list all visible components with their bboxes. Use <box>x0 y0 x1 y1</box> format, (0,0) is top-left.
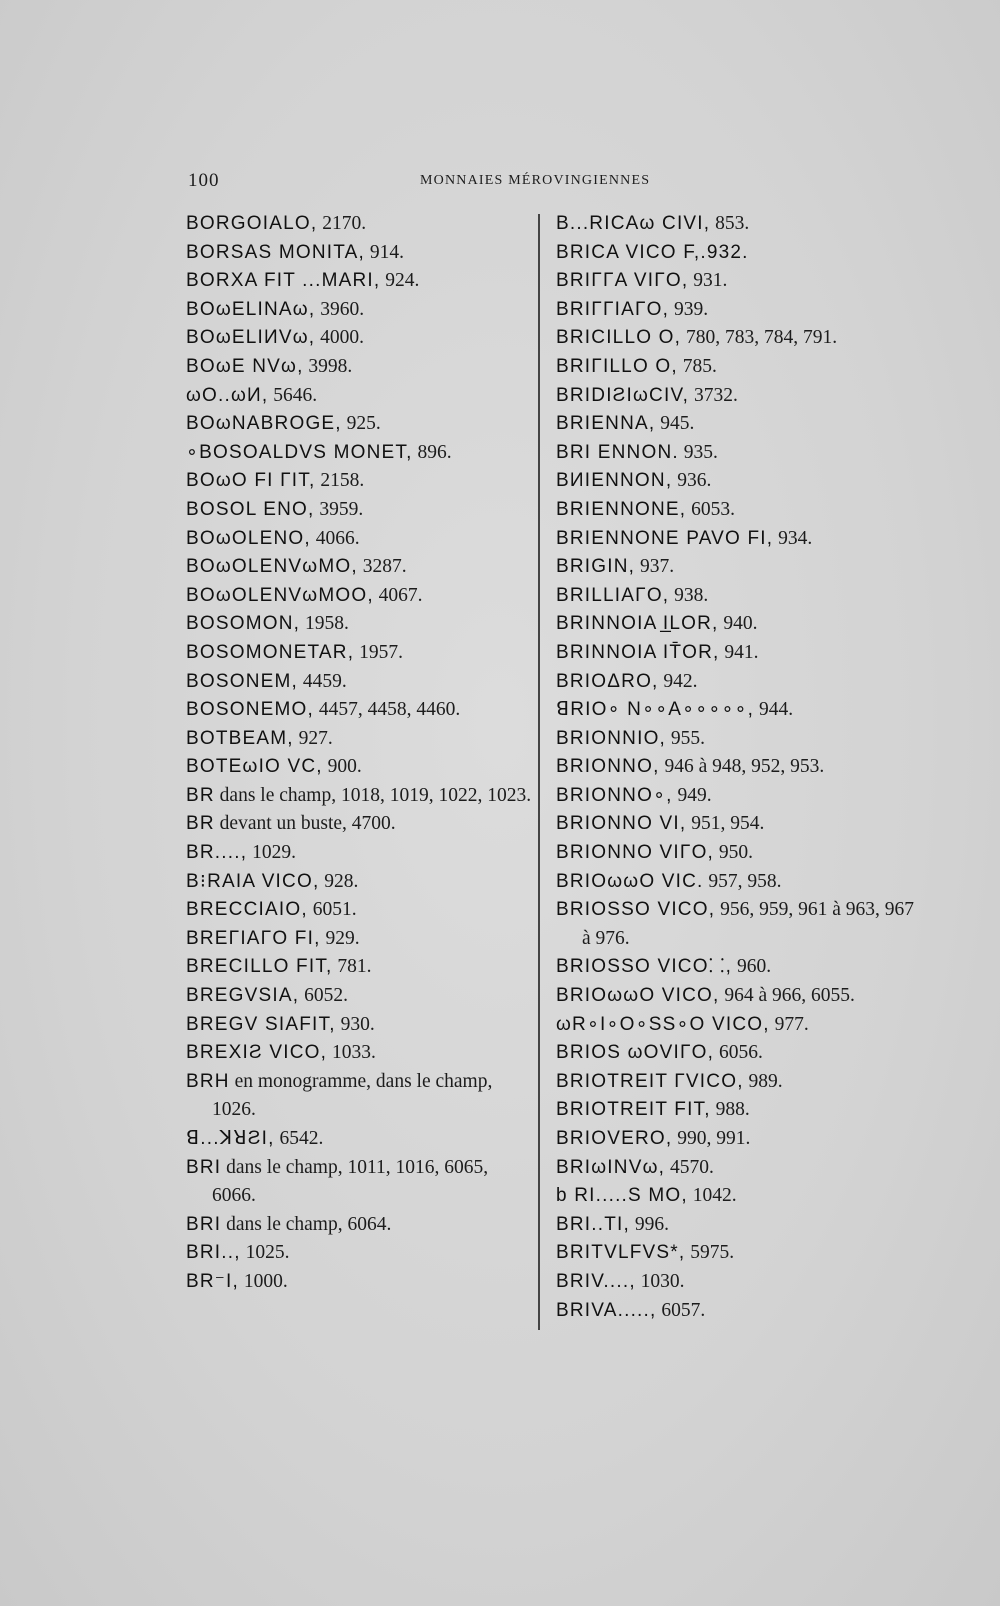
index-entry <box>556 1039 926 1068</box>
entry-inscription: BRIDIƧIωCIV, <box>556 384 690 406</box>
index-entry <box>186 982 532 1011</box>
entry-references: 1957. <box>354 641 403 663</box>
entry-inscription: BOSOMON, <box>186 613 301 635</box>
entry-references: 940. <box>718 613 758 635</box>
entry-references: 781. <box>332 956 372 978</box>
entry-inscription: BRIONNIO, <box>556 727 667 749</box>
entry-references: 6057. <box>656 1299 706 1321</box>
entry-inscription: B⁝RAIA VICO, <box>186 870 320 892</box>
index-entry <box>186 725 532 754</box>
index-entry <box>556 1068 926 1097</box>
index-entry <box>186 1239 532 1268</box>
index-entry <box>186 753 532 782</box>
index-entry <box>556 267 926 296</box>
index-entry <box>186 1154 532 1211</box>
index-entry <box>556 725 926 754</box>
index-entry <box>186 639 532 668</box>
entry-references: devant un buste, 4700. <box>214 813 396 835</box>
entry-inscription: ∘BOSOALDVS MONET, <box>186 441 413 463</box>
entry-references: 4570. <box>665 1156 714 1178</box>
index-entry <box>556 382 926 411</box>
entry-references: 951, 954. <box>686 813 765 835</box>
entry-inscription: BRIOS ωOVIΓO, <box>556 1042 715 1064</box>
entry-references: 6051. <box>307 899 357 921</box>
index-entry <box>556 1096 926 1125</box>
entry-references: 960. <box>732 956 772 978</box>
entry-inscription: BRI <box>186 1156 222 1178</box>
entry-references: 935. <box>678 441 718 463</box>
entry-inscription: BRINNOIA I̲LOR, <box>556 613 719 635</box>
entry-references: 942. <box>658 670 698 692</box>
entry-inscription: BOωOLENVωMOO, <box>186 584 374 606</box>
index-entry <box>556 668 926 697</box>
index-entry <box>186 610 532 639</box>
entry-inscription: BRIOTREIT FIT, <box>556 1099 711 1121</box>
entry-references: 900. <box>322 756 362 778</box>
entry-inscription: BOTEωIO VC, <box>186 756 323 778</box>
entry-references: 930. <box>335 1013 375 1035</box>
entry-inscription: BRIOSSO VICO⸬, <box>556 956 733 978</box>
index-entry <box>556 1182 926 1211</box>
entry-references: 988. <box>710 1099 750 1121</box>
index-entry <box>186 839 532 868</box>
entry-inscription: BRIωINVω, <box>556 1156 666 1178</box>
index-entry <box>186 1039 532 1068</box>
entry-references: 937. <box>635 556 675 578</box>
entry-references: 1033. <box>327 1042 376 1064</box>
page-number: 100 <box>188 170 220 191</box>
entry-references: 956, 959, 961 à 963, 967 à 976. <box>582 899 914 949</box>
index-entry <box>556 410 926 439</box>
index-entry <box>556 953 926 982</box>
entry-references: 946 à 948, 952, 953. <box>659 756 825 778</box>
index-entry <box>556 782 926 811</box>
entry-references: 929. <box>320 927 360 949</box>
index-entry <box>556 610 926 639</box>
entry-inscription: BRIOωωO VICO, <box>556 985 720 1007</box>
index-entry <box>186 868 532 897</box>
entry-references: dans le champ, 1011, 1016, 6065, 6066. <box>212 1156 489 1207</box>
entry-references: 4000. <box>315 327 364 349</box>
index-entry <box>556 982 926 1011</box>
entry-references: 927. <box>293 727 333 749</box>
entry-inscription: BOSOMONETAR, <box>186 641 355 663</box>
entry-references: 996. <box>630 1213 669 1235</box>
entry-inscription: BRIV...., <box>556 1270 636 1292</box>
entry-references: 949. <box>672 784 712 806</box>
index-entry <box>186 925 532 954</box>
entry-references: 1029. <box>247 842 296 864</box>
entry-inscription: BR <box>186 784 215 806</box>
entry-inscription: B...RICAω CIVI, <box>556 213 711 234</box>
entry-inscription: BRECCIAIO, <box>186 899 308 921</box>
index-entry <box>556 324 926 353</box>
entry-references: 3732. <box>689 384 738 406</box>
right-column <box>556 210 926 1325</box>
running-title: MONNAIES MÉROVINGIENNES <box>420 173 651 188</box>
index-entry <box>186 382 532 411</box>
entry-inscription: BRIENNONE, <box>556 498 687 520</box>
index-entry <box>186 1011 532 1040</box>
entry-inscription: BRIΓΓA VIΓO, <box>556 270 689 292</box>
entry-inscription: BRIONNO, <box>556 756 660 778</box>
entry-inscription: BRIOSSO VICO, <box>556 899 716 921</box>
entry-inscription: BOωOLENVωMO, <box>186 556 358 578</box>
entry-references: 1000. <box>238 1270 288 1292</box>
entry-inscription: BR <box>186 813 215 835</box>
entry-inscription: BOTBEAM, <box>186 727 294 749</box>
entry-references: 4459. <box>298 670 347 692</box>
entry-references: 3998. <box>303 355 353 377</box>
entry-references: 1958. <box>300 613 349 635</box>
entry-references: 2158. <box>315 470 365 492</box>
entry-inscription: BOωE NVω, <box>186 355 304 377</box>
entry-inscription: BREXIƧ VICO, <box>186 1042 328 1064</box>
entry-inscription: BRIΓΓIAΓO, <box>556 298 670 320</box>
entry-references: 1030. <box>635 1270 685 1292</box>
column-divider <box>538 214 540 1330</box>
entry-inscription: BOωOLENO, <box>186 527 311 549</box>
index-entry <box>556 439 926 468</box>
index-entry <box>556 639 926 668</box>
entry-inscription: BRECILLO FIT, <box>186 956 333 978</box>
index-entry <box>186 953 532 982</box>
entry-references: 931. <box>688 270 728 292</box>
index-entry <box>556 753 926 782</box>
entry-inscription: BRIOTREIT ΓVICO, <box>556 1070 744 1092</box>
entry-references: 977. <box>769 1013 809 1035</box>
entry-references: 941. <box>719 641 759 663</box>
entry-inscription: BRIΓILLO O, <box>556 355 678 377</box>
index-entry <box>556 239 926 268</box>
entry-references: 3959. <box>314 498 364 520</box>
index-entry <box>556 1011 926 1040</box>
entry-inscription: ꓭRIO∘ N∘∘A∘∘∘∘∘, <box>556 699 755 721</box>
entry-inscription: BR...., <box>186 842 248 864</box>
entry-references: 957, 958. <box>703 870 782 892</box>
entry-inscription: ꓭ...ꓘꓤƧI, <box>186 1128 275 1149</box>
entry-references: 4066. <box>310 527 360 549</box>
index-entry <box>556 839 926 868</box>
entry-references: 4457, 4458, 4460. <box>313 699 461 721</box>
entry-references: 945. <box>655 413 695 435</box>
entry-inscription: BRICILLO O, <box>556 327 682 349</box>
index-entry <box>186 296 532 325</box>
entry-inscription: BOωELINAω, <box>186 298 316 320</box>
entry-inscription: BOSONEM, <box>186 670 299 692</box>
entry-references: 964 à 966, 6055. <box>719 985 855 1007</box>
entry-inscription: BOSOL ENO, <box>186 498 315 520</box>
entry-inscription: ωR∘I∘O∘SS∘O VICO, <box>556 1013 770 1035</box>
entry-references: dans le champ, 6064. <box>221 1213 392 1235</box>
index-entry <box>556 896 926 953</box>
index-entry <box>186 239 532 268</box>
entry-references: 936. <box>672 470 712 492</box>
index-entry <box>556 1268 926 1297</box>
entry-references: 934. <box>773 527 813 549</box>
index-entry <box>186 210 532 239</box>
index-entry <box>186 896 532 925</box>
index-entry <box>186 668 532 697</box>
entry-references: 914. <box>365 241 405 263</box>
entry-references: 5646. <box>268 384 318 406</box>
entry-references: dans le champ, 1018, 1019, 1022, 1023. <box>214 784 532 806</box>
entry-references: 6056. <box>714 1042 763 1064</box>
entry-inscription: BRIONNO VIΓO, <box>556 842 715 864</box>
entry-references: 3287. <box>357 556 407 578</box>
entry-references: 853. <box>710 213 750 234</box>
index-entry <box>556 1239 926 1268</box>
index-entry <box>556 210 926 239</box>
entry-inscription: BRIONNO∘, <box>556 784 673 806</box>
entry-references: 6542. <box>274 1128 324 1149</box>
entry-inscription: BRILLIAΓO, <box>556 584 670 606</box>
entry-references: 780, 783, 784, 791. <box>681 327 838 349</box>
entry-inscription: BREGV SIAFIT, <box>186 1013 336 1035</box>
entry-references: 2170. <box>317 213 367 234</box>
index-entry <box>186 1125 532 1154</box>
index-entry <box>186 467 532 496</box>
index-entry <box>556 467 926 496</box>
entry-inscription: BREGVSIA, <box>186 985 300 1007</box>
entry-inscription: BRI <box>186 1213 222 1235</box>
entry-references: 6053. <box>686 498 735 520</box>
index-entry <box>556 296 926 325</box>
index-entry <box>556 353 926 382</box>
entry-references: 1025. <box>240 1242 290 1264</box>
entry-references: 955. <box>666 727 706 749</box>
index-entry <box>186 553 532 582</box>
entry-inscription: BRINNOIA IT̄OR, <box>556 641 720 663</box>
entry-references: 944. <box>754 699 794 721</box>
entry-references: 6052. <box>299 985 348 1007</box>
index-entry <box>556 868 926 897</box>
index-entry <box>556 553 926 582</box>
index-entry <box>186 496 532 525</box>
index-entry <box>556 1211 926 1240</box>
entry-inscription: BOωELIИVω, <box>186 327 316 349</box>
entry-inscription: BRH <box>186 1070 230 1092</box>
entry-inscription: BRICA VICO F,.932. <box>556 241 749 263</box>
entry-inscription: BRIOΔRO, <box>556 670 659 692</box>
entry-references: 939. <box>669 298 709 320</box>
index-entry <box>186 353 532 382</box>
index-entry <box>186 439 532 468</box>
entry-references: 1042. <box>687 1185 737 1207</box>
entry-inscription: BRI..TI, <box>556 1213 630 1235</box>
entry-inscription: BORXA FIT ...MARI, <box>186 270 381 292</box>
entry-inscription: BR⁻I, <box>186 1270 239 1292</box>
entry-references: 5975. <box>685 1242 735 1264</box>
index-entry <box>556 696 926 725</box>
entry-references: 938. <box>669 584 709 606</box>
entry-references: 928. <box>319 870 359 892</box>
entry-inscription: BRIENNA, <box>556 413 656 435</box>
entry-references: 990, 991. <box>672 1128 751 1149</box>
entry-inscription: BRITVLFVS*, <box>556 1242 686 1264</box>
index-entry <box>186 782 532 811</box>
entry-inscription: BORGOIALO, <box>186 213 318 234</box>
index-entry <box>186 1268 532 1297</box>
entry-references: 785. <box>677 355 717 377</box>
index-entry <box>556 810 926 839</box>
entry-inscription: BRIOVERO, <box>556 1128 673 1149</box>
index-entry <box>556 1297 926 1326</box>
index-entry <box>186 1068 532 1125</box>
entry-inscription: b RI.....S MO, <box>556 1185 688 1207</box>
entry-references: 989. <box>743 1070 783 1092</box>
entry-references: 3960. <box>315 298 365 320</box>
entry-inscription: BRI ENNON. <box>556 441 679 463</box>
index-entry <box>556 496 926 525</box>
entry-references: 950. <box>714 842 754 864</box>
entry-inscription: BORSAS MONITA, <box>186 241 366 263</box>
running-head <box>188 170 908 194</box>
entry-references: 924. <box>380 270 420 292</box>
index-entry <box>186 810 532 839</box>
entry-inscription: BRIGIN, <box>556 556 636 578</box>
entry-references: 4067. <box>373 584 423 606</box>
left-column <box>186 210 532 1297</box>
entry-inscription: BRIVA....., <box>556 1299 657 1321</box>
index-entry <box>186 410 532 439</box>
index-entry <box>186 525 532 554</box>
entry-inscription: BИIENNON, <box>556 470 673 492</box>
index-entry <box>186 267 532 296</box>
entry-inscription: BRI.., <box>186 1242 241 1264</box>
entry-references: 925. <box>341 413 381 435</box>
index-entry <box>556 525 926 554</box>
index-entry <box>556 1125 926 1154</box>
index-entry <box>186 1211 532 1240</box>
index-entry <box>186 582 532 611</box>
entry-inscription: BOωO FI ΓIT, <box>186 470 316 492</box>
entry-inscription: BOSONEMO, <box>186 699 314 721</box>
entry-references: 896. <box>412 441 452 463</box>
index-entry <box>186 324 532 353</box>
entry-inscription: BRIONNO VI, <box>556 813 687 835</box>
entry-inscription: ωO..ωИ, <box>186 384 269 406</box>
entry-inscription: BRIOωωO VIC. <box>556 870 704 892</box>
entry-inscription: BRIENNONE PAVO FI, <box>556 527 774 549</box>
index-entry <box>556 1154 926 1183</box>
entry-inscription: BOωNABROGE, <box>186 413 342 435</box>
index-entry <box>556 582 926 611</box>
entry-references: en monogramme, dans le champ, 1026. <box>212 1070 493 1121</box>
index-entry <box>186 696 532 725</box>
entry-inscription: BREΓIAΓO FI, <box>186 927 321 949</box>
